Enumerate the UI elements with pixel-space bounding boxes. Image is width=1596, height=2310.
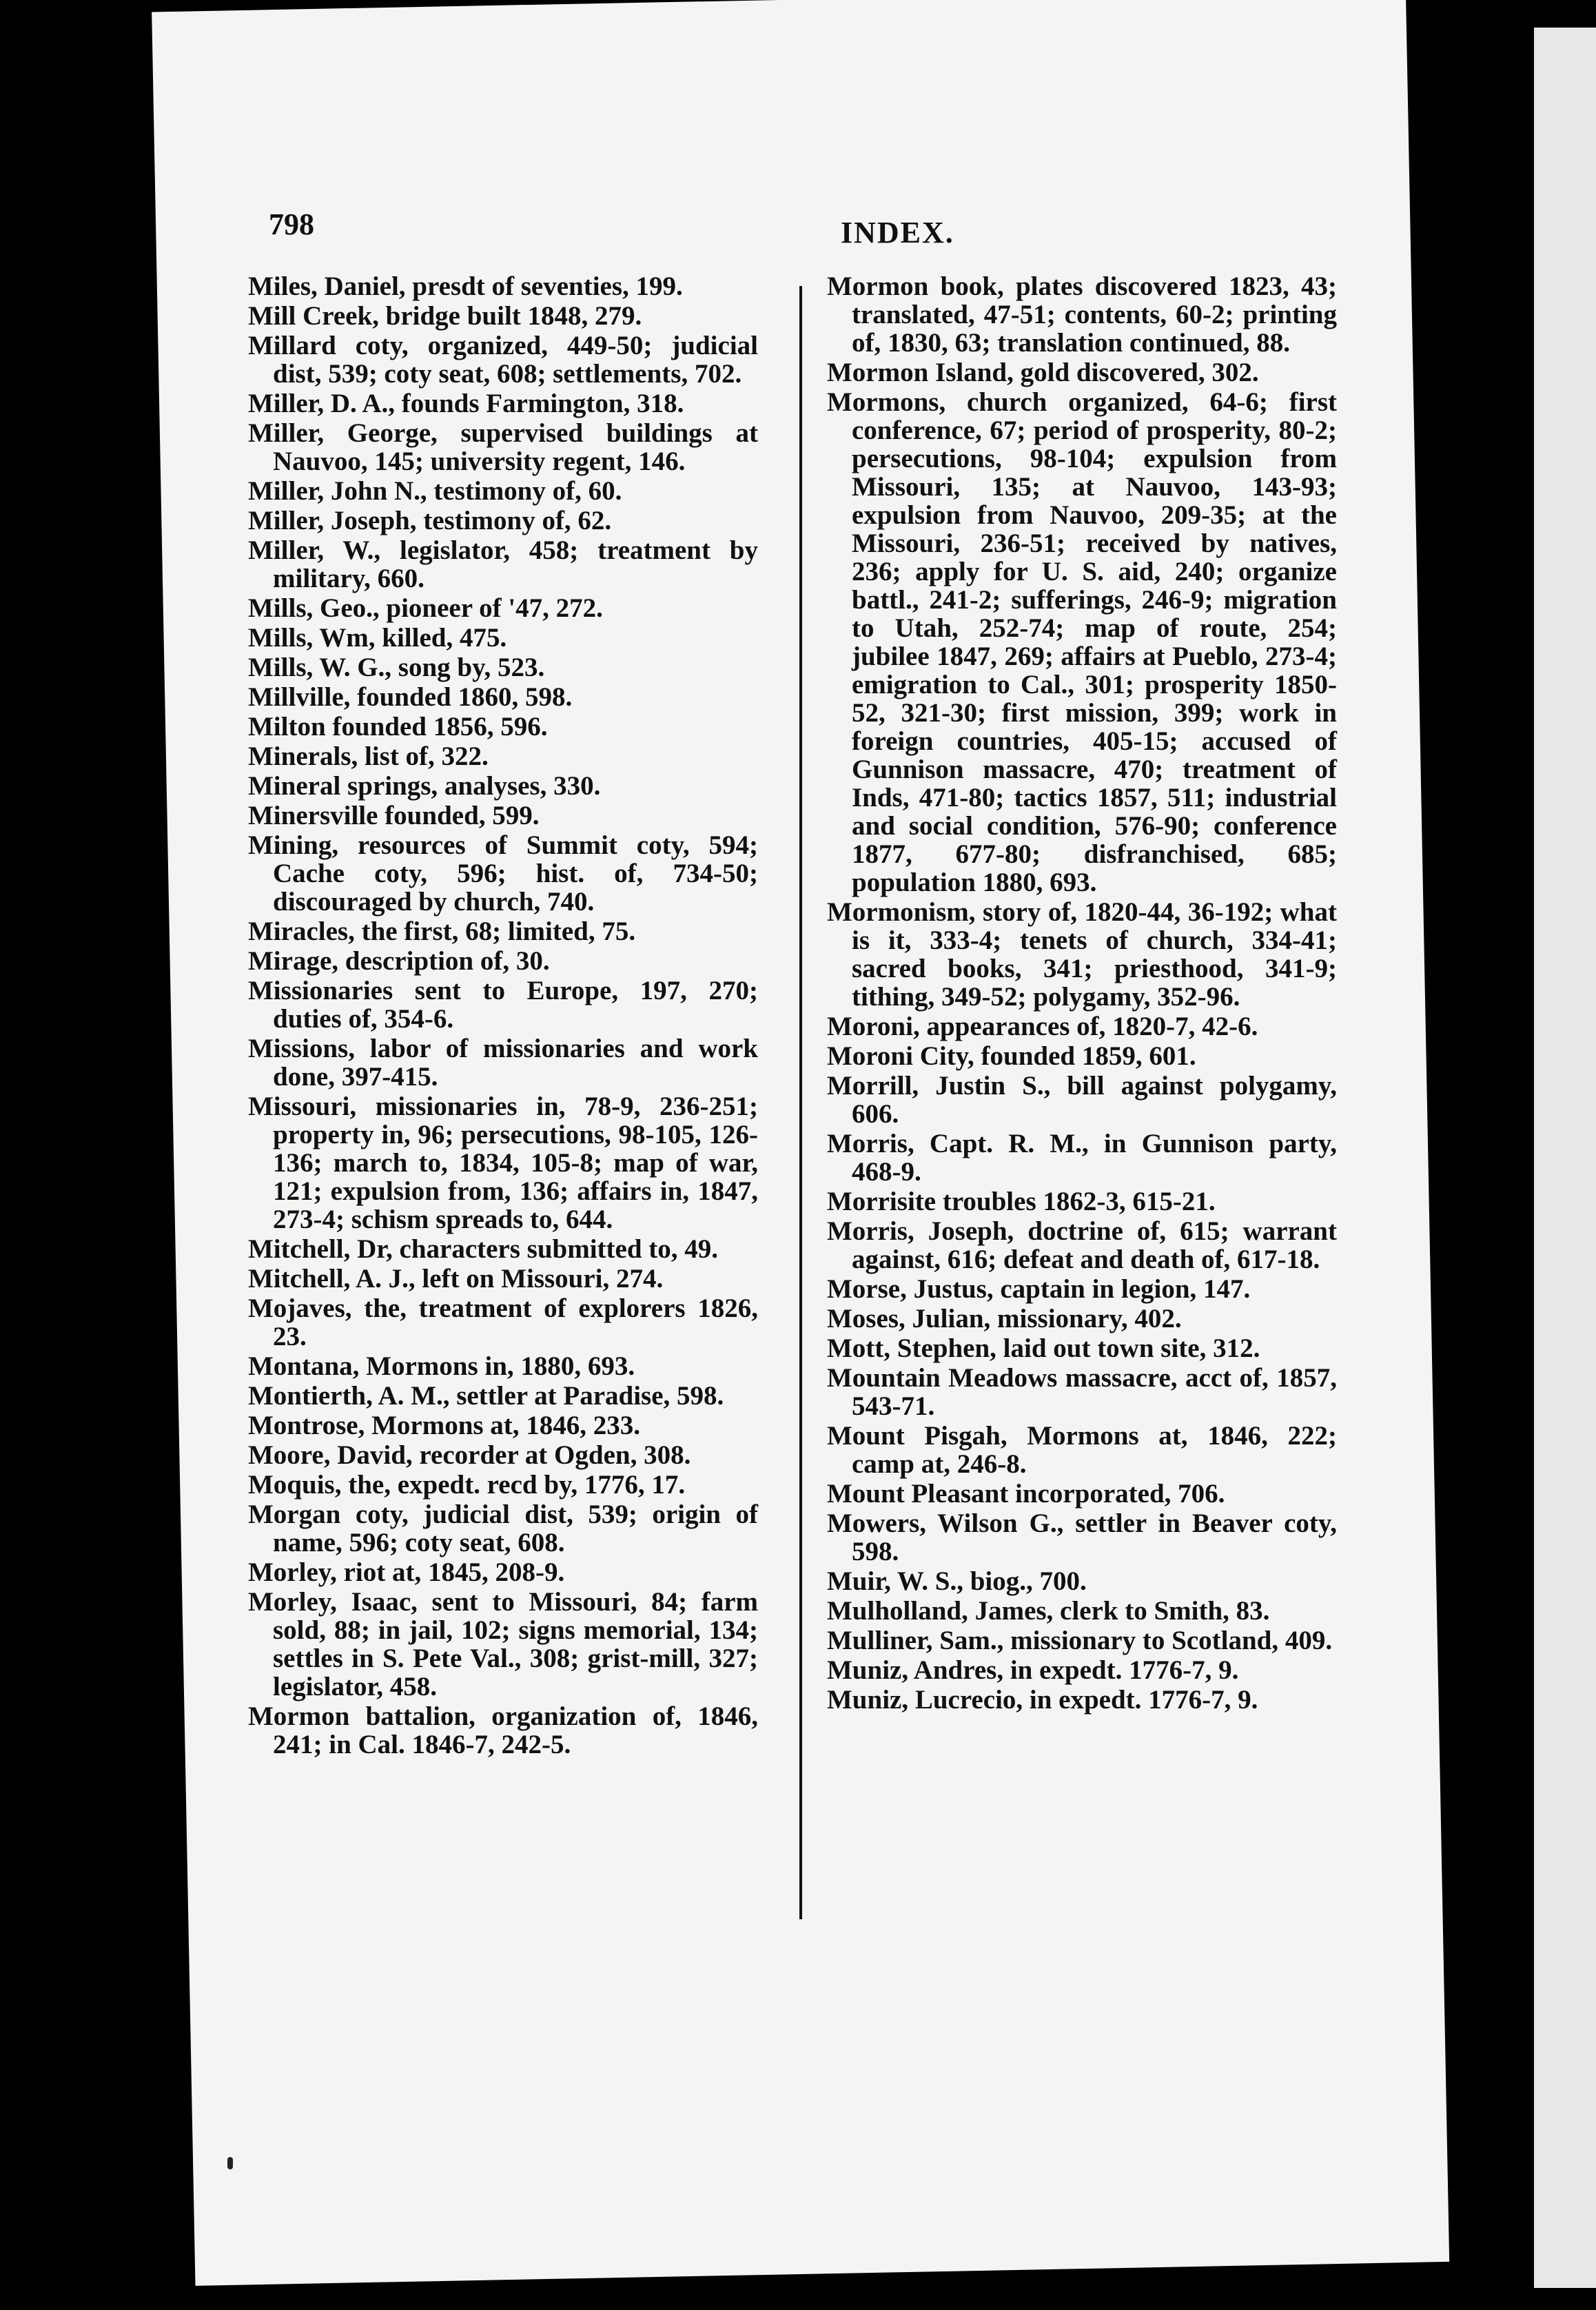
index-entry: Morley, Isaac, sent to Missouri, 84; farm sold, 88; in jail, 102; signs memorial, 134; settles in S. Pete Val., 308; grist-mill, 327; legislator, 458. [248,1587,758,1701]
index-entry: Mormon book, plates discovered 1823, 43; translated, 47-51; contents, 60-2; printing of, 1830, 63; translation continued, 88. [827,272,1337,358]
index-entry: Mulholland, James, clerk to Smith, 83. [827,1596,1270,1626]
index-entry: Mills, W. G., song by, 523. [248,653,545,682]
index-entry: Mojaves, the, treatment of explorers 1826, 23. [248,1294,758,1351]
index-entry: Moroni City, founded 1859, 601. [827,1041,1196,1071]
index-entry: Mormons, church organized, 64-6; first conference, 67; period of prosperity, 80-2; persecutions, 98-104; expulsion from Missouri, 135; at Nauvoo, 143-93; expulsion from Nauvoo, 209-35; at the Missouri, 236-51; received by natives, 236; apply for U. S. aid, 240; organize battl., 241-2; sufferings, 246-9; migration to Utah, 252-74; map of route, 254; jubilee 1847, 269; affairs at Pueblo, 273-4; emigration to Cal., 301; prosperity 1850-52, 321-30; first mission, 399; work in foreign countries, 405-15; accused of Gunnison massacre, 470; treatment of Inds, 471-80; tactics 1857, 511; industrial and social condition, 576-90; conference 1877, 677-80; disfranchised, 685; population 1880, 693. [827,387,1337,897]
index-entry: Mirage, description of, 30. [248,946,550,976]
index-entry: Missouri, missionaries in, 78-9, 236-251; property in, 96; persecutions, 98-105, 126-136; march to, 1834, 105-8; map of war, 121; expulsion from, 136; affairs in, 1847, 273-4; schism spreads to, 644. [248,1092,758,1234]
index-entry: Mitchell, Dr, characters submitted to, 49. [248,1234,719,1264]
index-entry: Morrisite troubles 1862-3, 615-21. [827,1187,1216,1216]
index-entry: Montierth, A. M., settler at Paradise, 598. [248,1381,724,1411]
index-entry: Missionaries sent to Europe, 197, 270; duties of, 354-6. [248,976,758,1034]
page-number: 798 [269,207,314,241]
column-divider [799,286,802,1919]
index-entry: Morse, Justus, captain in legion, 147. [827,1274,1251,1304]
index-entry: Mining, resources of Summit coty, 594; Cache coty, 596; hist. of, 734-50; discouraged by church, 740. [248,830,758,917]
index-entry: Muir, W. S., biog., 700. [827,1566,1087,1596]
adjacent-page-edge [1534,28,1596,2288]
index-entry: Mount Pisgah, Mormons at, 1846, 222; camp at, 246-8. [827,1421,1337,1479]
index-entry: Miller, D. A., founds Farmington, 318. [248,389,684,418]
index-entry: Miller, John N., testimony of, 60. [248,476,622,506]
index-entry: Miracles, the first, 68; limited, 75. [248,917,636,946]
index-entry: Mormon Island, gold discovered, 302. [827,358,1259,387]
index-entry: Mowers, Wilson G., settler in Beaver coty, 598. [827,1509,1337,1566]
index-entry: Mormonism, story of, 1820-44, 36-192; what is it, 333-4; tenets of church, 334-41; sacred books, 341; priesthood, 341-9; tithing, 349-52; polygamy, 352-96. [827,897,1337,1012]
page-header [269,207,1371,262]
index-entry: Morrill, Justin S., bill against polygamy, 606. [827,1071,1337,1129]
index-entry: Muniz, Andres, in expedt. 1776-7, 9. [827,1655,1239,1685]
index-entry: Mineral springs, analyses, 330. [248,771,601,801]
index-entry: Moore, David, recorder at Ogden, 308. [248,1440,691,1470]
index-entry: Muniz, Lucrecio, in expedt. 1776-7, 9. [827,1685,1258,1715]
right-column [827,272,1337,1715]
index-entry: Mills, Wm, killed, 475. [248,623,507,653]
index-entry: Mount Pleasant incorporated, 706. [827,1479,1225,1509]
index-entry: Morris, Joseph, doctrine of, 615; warrant against, 616; defeat and death of, 617-18. [827,1216,1337,1274]
index-entry: Moses, Julian, missionary, 402. [827,1304,1182,1333]
index-columns [248,272,1378,1961]
ink-speck [227,2157,233,2169]
index-entry: Morgan coty, judicial dist, 539; origin of name, 596; coty seat, 608. [248,1500,758,1557]
index-entry: Miller, W., legislator, 458; treatment by military, 660. [248,535,758,593]
index-entry: Millard coty, organized, 449-50; judicial dist, 539; coty seat, 608; settlements, 702. [248,331,758,389]
index-entry: Mitchell, A. J., left on Missouri, 274. [248,1264,664,1294]
index-entry: Montrose, Mormons at, 1846, 233. [248,1411,641,1440]
index-entry: Mill Creek, bridge built 1848, 279. [248,301,642,331]
index-entry: Millville, founded 1860, 598. [248,682,573,712]
index-entry: Minersville founded, 599. [248,801,540,830]
index-entry: Mountain Meadows massacre, acct of, 1857, 543-71. [827,1363,1337,1421]
index-entry: Miles, Daniel, presdt of seventies, 199. [248,272,683,301]
index-entry: Moquis, the, expedt. recd by, 1776, 17. [248,1470,686,1500]
index-entry: Miller, George, supervised buildings at Nauvoo, 145; university regent, 146. [248,418,758,476]
index-entry: Morley, riot at, 1845, 208-9. [248,1557,565,1587]
index-entry: Moroni, appearances of, 1820-7, 42-6. [827,1012,1258,1041]
index-entry: Morris, Capt. R. M., in Gunnison party, 468-9. [827,1129,1337,1187]
index-entry: Mott, Stephen, laid out town site, 312. [827,1333,1260,1363]
index-entry: Milton founded 1856, 596. [248,712,548,742]
index-entry: Missions, labor of missionaries and work done, 397-415. [248,1034,758,1092]
running-head: INDEX. [841,216,954,249]
index-entry: Mills, Geo., pioneer of '47, 272. [248,593,603,623]
left-column [248,272,758,1760]
index-entry: Miller, Joseph, testimony of, 62. [248,506,612,535]
index-entry: Mulliner, Sam., missionary to Scotland, 409. [827,1626,1333,1655]
index-entry: Montana, Mormons in, 1880, 693. [248,1351,635,1381]
index-entry: Mormon battalion, organization of, 1846, 241; in Cal. 1846-7, 242-5. [248,1701,758,1759]
index-entry: Minerals, list of, 322. [248,742,489,771]
